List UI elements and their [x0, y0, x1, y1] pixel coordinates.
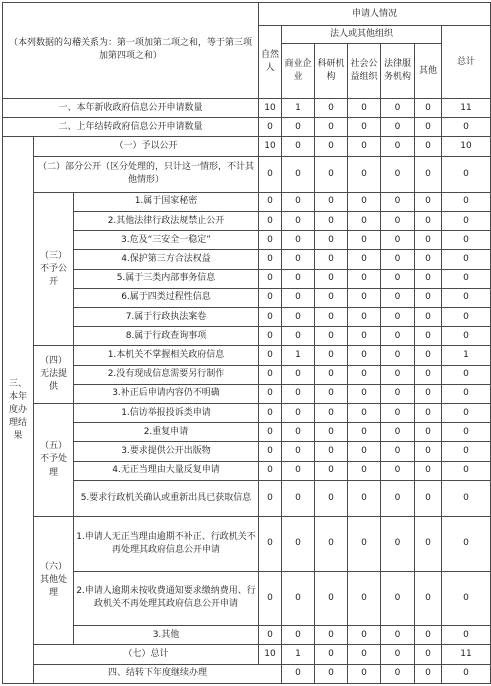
cell: 11	[442, 98, 491, 117]
cell: 0	[415, 288, 442, 307]
cell: 0	[381, 192, 415, 211]
section-3-label: 三、本年度办理结果	[3, 137, 34, 684]
table-row	[3, 308, 491, 327]
row-label: （七）总计	[34, 645, 259, 664]
cell: 0	[259, 403, 282, 422]
cell: 0	[442, 664, 491, 683]
cell: 0	[259, 384, 282, 403]
table-row	[3, 645, 491, 664]
table-row	[3, 442, 491, 461]
row-label: 2.没有现成信息需要另行制作	[74, 365, 259, 384]
cell: 0	[315, 365, 348, 384]
cell: 0	[415, 269, 442, 288]
cell: 0	[315, 423, 348, 442]
cell: 0	[442, 118, 491, 137]
cell: 0	[282, 423, 315, 442]
cell: 0	[315, 98, 348, 117]
cell: 0	[442, 461, 491, 480]
cell: 0	[348, 403, 381, 422]
cell: 0	[315, 346, 348, 365]
cell: 0	[381, 118, 415, 137]
cell: 0	[442, 442, 491, 461]
cell: 0	[381, 423, 415, 442]
cell: 0	[415, 626, 442, 645]
cell: 0	[442, 517, 491, 572]
cell: 0	[348, 288, 381, 307]
row-label: 4.保护第三方合法权益	[74, 250, 259, 269]
cell: 0	[348, 626, 381, 645]
cell: 0	[381, 664, 415, 683]
row-label: （一）予以公开	[34, 137, 259, 156]
cell: 1	[282, 346, 315, 365]
row-label: 2.其他法律行政法规禁止公开	[74, 212, 259, 231]
cell: 0	[348, 308, 381, 327]
cell: 0	[442, 365, 491, 384]
cell: 0	[259, 626, 282, 645]
cell: 0	[259, 327, 282, 346]
cell: 0	[315, 461, 348, 480]
cell: 0	[442, 308, 491, 327]
cell: 0	[381, 442, 415, 461]
row-label: 2.申请人逾期未按收费通知要求缴纳费用、行政机关不再处理其政府信息公开申请	[74, 571, 259, 626]
cell: 0	[348, 461, 381, 480]
cell: 0	[259, 118, 282, 137]
cell: 0	[259, 442, 282, 461]
row-label: 5.要求行政机关确认或重新出具已获取信息	[74, 480, 259, 516]
cell: 0	[282, 269, 315, 288]
cell: 0	[282, 517, 315, 572]
cell: 0	[259, 365, 282, 384]
cell: 0	[348, 156, 381, 192]
cell: 0	[315, 288, 348, 307]
cell: 0	[259, 308, 282, 327]
legal-org-header: 法人或其他组织	[282, 26, 442, 44]
cell: 0	[315, 250, 348, 269]
cell: 0	[259, 269, 282, 288]
row-label: 四、结转下年度继续办理	[34, 664, 282, 683]
row-label: 4.无正当理由大量反复申请	[74, 461, 259, 480]
table-row	[3, 192, 491, 211]
cell: 0	[282, 250, 315, 269]
cell: 0	[381, 156, 415, 192]
cell: 0	[381, 403, 415, 422]
cell: 0	[415, 212, 442, 231]
cell: 0	[415, 250, 442, 269]
cell: 0	[259, 571, 282, 626]
cell: 0	[348, 365, 381, 384]
table-row	[3, 423, 491, 442]
cell: 0	[282, 137, 315, 156]
legal-service-header: 法律服务机构	[381, 44, 415, 99]
cell: 0	[348, 384, 381, 403]
cell: 0	[348, 269, 381, 288]
cell: 0	[282, 156, 315, 192]
row-label: 1.信访举报投诉类申请	[74, 403, 259, 422]
cell: 0	[415, 327, 442, 346]
cell: 0	[315, 403, 348, 422]
table-row	[3, 288, 491, 307]
cell: 0	[348, 664, 381, 683]
table-row	[3, 156, 491, 192]
row-label: 3.补正后申请内容仍不明确	[74, 384, 259, 403]
table-row	[3, 664, 491, 683]
cell: 0	[348, 571, 381, 626]
cell: 0	[282, 461, 315, 480]
cell: 0	[415, 137, 442, 156]
cell: 0	[415, 156, 442, 192]
cell: 11	[442, 645, 491, 664]
cell: 0	[381, 346, 415, 365]
cell: 0	[442, 288, 491, 307]
cell: 0	[415, 664, 442, 683]
cell: 0	[415, 517, 442, 572]
cell: 0	[259, 156, 282, 192]
cell: 0	[442, 626, 491, 645]
cell: 0	[415, 423, 442, 442]
cell: 0	[282, 192, 315, 211]
cell: 0	[381, 365, 415, 384]
row-label: 3.危及“三安全一稳定”	[74, 231, 259, 250]
table-row	[3, 365, 491, 384]
row-label: （二）部分公开（区分处理的，只计这一情形，不计其他情形）	[34, 156, 259, 192]
table-note: （本列数据的勾稽关系为：第一项加第二项之和，等于第三项加第四项之和）	[3, 3, 259, 99]
cell: 0	[381, 269, 415, 288]
table-row	[3, 571, 491, 626]
total-header: 总计	[442, 26, 491, 99]
cell: 0	[259, 231, 282, 250]
table-row	[3, 137, 491, 156]
research-header: 科研机构	[315, 44, 348, 99]
cell: 0	[315, 118, 348, 137]
cell: 0	[315, 137, 348, 156]
cell: 0	[315, 231, 348, 250]
cell: 0	[381, 137, 415, 156]
cell: 0	[415, 442, 442, 461]
cell: 0	[442, 403, 491, 422]
row-label: 6.属于四类过程性信息	[74, 288, 259, 307]
cell: 0	[259, 192, 282, 211]
cell: 0	[415, 192, 442, 211]
cell: 0	[348, 423, 381, 442]
cell: 10	[442, 137, 491, 156]
cell: 0	[415, 645, 442, 664]
cell: 0	[415, 365, 442, 384]
cell: 0	[348, 192, 381, 211]
cell: 0	[282, 365, 315, 384]
other-header: 其他	[415, 44, 442, 99]
cell: 0	[415, 384, 442, 403]
cell: 0	[415, 308, 442, 327]
cell: 0	[315, 327, 348, 346]
cell: 0	[259, 288, 282, 307]
cell: 0	[282, 571, 315, 626]
cell: 0	[315, 212, 348, 231]
cell: 0	[381, 645, 415, 664]
cell: 0	[282, 308, 315, 327]
cell: 0	[381, 288, 415, 307]
cell: 0	[259, 461, 282, 480]
cell: 0	[381, 384, 415, 403]
cell: 0	[282, 664, 315, 683]
table-row	[3, 461, 491, 480]
cell: 0	[415, 403, 442, 422]
cell: 0	[282, 403, 315, 422]
cell: 0	[348, 517, 381, 572]
cell: 0	[315, 384, 348, 403]
cell: 0	[381, 308, 415, 327]
applicant-header: 申请人情况	[259, 3, 491, 26]
cell: 0	[348, 480, 381, 516]
cell: 0	[381, 571, 415, 626]
table-row	[3, 327, 491, 346]
cell: 0	[381, 517, 415, 572]
cell: 0	[259, 250, 282, 269]
table-row	[3, 231, 491, 250]
group-5-label: （五）不予处理	[34, 403, 74, 516]
cell: 0	[442, 384, 491, 403]
group-6-label: （六）其他处理	[34, 517, 74, 645]
cell: 0	[381, 626, 415, 645]
cell: 0	[348, 346, 381, 365]
cell: 0	[442, 192, 491, 211]
cell: 0	[442, 480, 491, 516]
row-label: 3.其他	[74, 626, 259, 645]
cell: 0	[282, 327, 315, 346]
cell: 0	[415, 461, 442, 480]
row-label: 2.重复申请	[74, 423, 259, 442]
cell: 0	[381, 327, 415, 346]
cell: 1	[282, 645, 315, 664]
cell: 0	[259, 480, 282, 516]
cell: 0	[348, 212, 381, 231]
group-3-label: （三）不予公开	[34, 192, 74, 346]
table-row	[3, 269, 491, 288]
cell: 0	[315, 156, 348, 192]
table-row	[3, 626, 491, 645]
natural-person-header: 自然人	[259, 26, 282, 99]
row-label: 二、上年结转政府信息公开申请数量	[3, 118, 259, 137]
cell: 0	[282, 288, 315, 307]
gov-info-disclosure-table	[2, 2, 491, 684]
cell: 0	[442, 212, 491, 231]
public-org-header: 社会公益组织	[348, 44, 381, 99]
cell: 0	[259, 212, 282, 231]
commercial-header: 商业企业	[282, 44, 315, 99]
table-row	[3, 517, 491, 572]
cell: 0	[381, 212, 415, 231]
cell: 0	[381, 480, 415, 516]
cell: 0	[442, 571, 491, 626]
row-label: 一、本年新收政府信息公开申请数量	[3, 98, 259, 117]
cell: 0	[442, 327, 491, 346]
cell: 0	[282, 480, 315, 516]
cell: 0	[348, 645, 381, 664]
cell: 0	[348, 250, 381, 269]
cell: 0	[315, 269, 348, 288]
row-label: 1.申请人无正当理由逾期不补正、行政机关不再处理其政府信息公开申请	[74, 517, 259, 572]
cell: 0	[348, 231, 381, 250]
cell: 10	[259, 98, 282, 117]
cell: 0	[315, 517, 348, 572]
cell: 0	[381, 461, 415, 480]
cell: 0	[442, 250, 491, 269]
cell: 10	[259, 137, 282, 156]
cell: 0	[442, 269, 491, 288]
cell: 0	[415, 98, 442, 117]
group-4-label: （四）无法提供	[34, 346, 74, 404]
table-row	[3, 212, 491, 231]
table-row	[3, 480, 491, 516]
row-label: 1.本机关不掌握相关政府信息	[74, 346, 259, 365]
cell: 0	[381, 98, 415, 117]
cell: 0	[315, 192, 348, 211]
cell: 0	[348, 327, 381, 346]
cell: 0	[282, 384, 315, 403]
cell: 0	[315, 442, 348, 461]
cell: 0	[415, 480, 442, 516]
cell: 0	[442, 231, 491, 250]
cell: 0	[282, 118, 315, 137]
cell: 0	[315, 480, 348, 516]
cell: 1	[442, 346, 491, 365]
cell: 0	[381, 250, 415, 269]
cell: 0	[381, 231, 415, 250]
cell: 0	[442, 156, 491, 192]
row-label: 3.要求提供公开出版物	[74, 442, 259, 461]
row-label: 1.属于国家秘密	[74, 192, 259, 211]
cell: 0	[315, 626, 348, 645]
cell: 0	[259, 423, 282, 442]
cell: 0	[415, 118, 442, 137]
table-row	[3, 250, 491, 269]
cell: 0	[315, 308, 348, 327]
cell: 0	[315, 664, 348, 683]
table-row	[3, 98, 491, 117]
cell: 0	[348, 137, 381, 156]
cell: 0	[282, 212, 315, 231]
cell: 0	[348, 98, 381, 117]
cell: 0	[259, 346, 282, 365]
cell: 0	[348, 118, 381, 137]
cell: 0	[415, 571, 442, 626]
cell: 0	[282, 231, 315, 250]
table-row	[3, 346, 491, 365]
row-label: 5.属于三类内部事务信息	[74, 269, 259, 288]
cell: 0	[442, 423, 491, 442]
cell: 0	[415, 346, 442, 365]
cell: 0	[415, 231, 442, 250]
cell: 0	[315, 645, 348, 664]
cell: 0	[259, 517, 282, 572]
table-row	[3, 118, 491, 137]
table-row	[3, 403, 491, 422]
cell: 0	[282, 626, 315, 645]
cell: 0	[315, 571, 348, 626]
table-row	[3, 384, 491, 403]
cell: 0	[348, 442, 381, 461]
cell: 0	[282, 442, 315, 461]
cell: 10	[259, 645, 282, 664]
row-label: 7.属于行政执法案卷	[74, 308, 259, 327]
cell: 1	[282, 98, 315, 117]
row-label: 8.属于行政查询事项	[74, 327, 259, 346]
